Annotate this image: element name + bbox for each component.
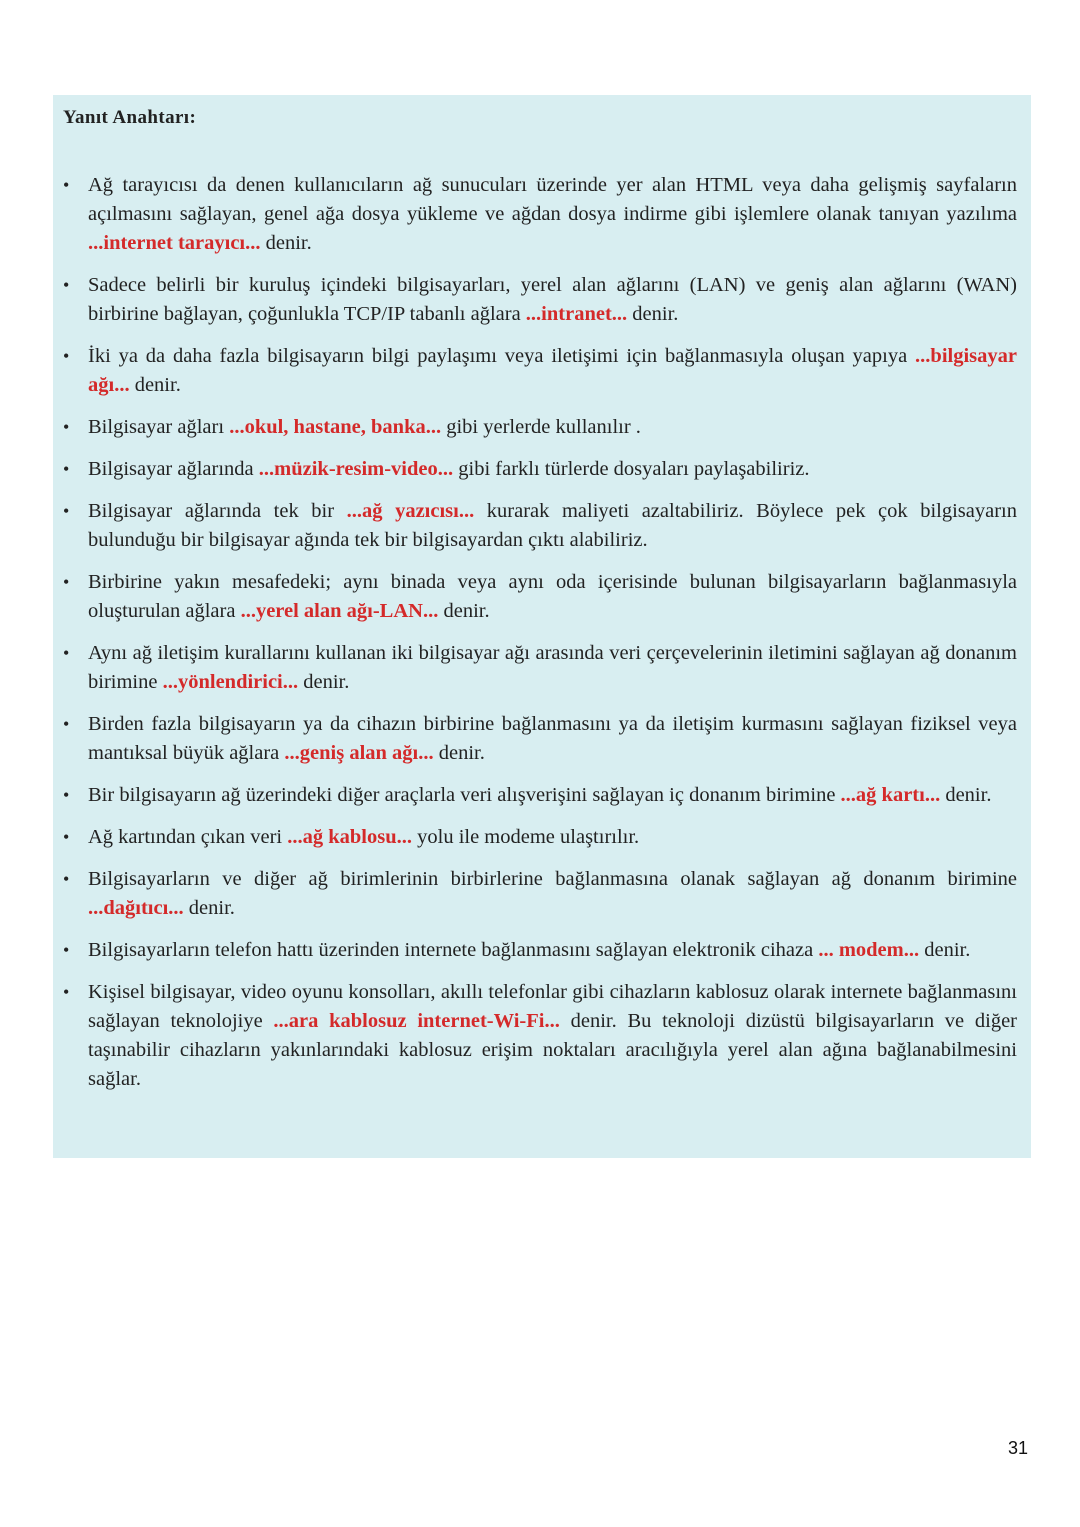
answer-item: • Birbirine yakın mesafedeki; aynı binada veya aynı oda içerisinde bulunan bilgisayarların bağlanmasıyla oluşturulan ağlara ...yerel alan ağı-LAN... denir. xyxy=(63,568,1017,626)
bullet-icon: • xyxy=(63,275,70,295)
bullet-icon: • xyxy=(63,501,70,521)
answer-key-title: Yanıt Anahtarı: xyxy=(63,107,197,128)
answer-item: • Ağ kartından çıkan veri ...ağ kablosu... yolu ile modeme ulaştırılır. xyxy=(63,823,1017,852)
answer-item: • Bilgisayarların telefon hattı üzerinden internete bağlanmasını sağlayan elektronik cihaza ... modem... denir. xyxy=(63,936,1017,965)
answer-item: • Kişisel bilgisayar, video oyunu konsolları, akıllı telefonlar gibi cihazların kablosuz olarak internete bağlanmasını sağlayan teknolojiye ...ara kablosuz internet-Wi-Fi... denir. Bu teknoloji dizüstü bilgisayarların ve diğer taşınabilir cihazların yakınlarındaki kablosuz erişim noktaları aracılığıyla yerel alan ağına bağlanabilmesini sağlar. xyxy=(63,978,1017,1094)
bullet-icon: • xyxy=(63,714,70,734)
answer-highlight: ...ağ kablosu... xyxy=(287,826,412,848)
page-number: 31 xyxy=(1007,1438,1028,1458)
answer-highlight: ...yönlendirici... xyxy=(162,671,299,693)
answer-highlight: ...dağıtıcı... xyxy=(88,897,184,919)
answer-highlight: ...yerel alan ağı-LAN... xyxy=(240,600,439,622)
answer-highlight: ...ağ yazıcısı... xyxy=(346,500,475,522)
answer-highlight: ...ağ kartı... xyxy=(840,784,941,806)
answer-item: • İki ya da daha fazla bilgisayarın bilgi paylaşımı veya iletişimi için bağlanmasıyla oluşan yapıya ...bilgisayar ağı... denir. xyxy=(63,342,1017,400)
bullet-icon: • xyxy=(63,175,70,195)
answer-highlight: ...müzik-resim-video... xyxy=(258,458,454,480)
bullet-icon: • xyxy=(63,940,70,960)
answer-highlight: ... modem... xyxy=(818,939,920,961)
answer-item: • Birden fazla bilgisayarın ya da cihazın birbirine bağlanmasını ya da iletişim kurmasını sağlayan fiziksel veya mantıksal büyük ağlara ...geniş alan ağı... denir. xyxy=(63,710,1017,768)
answer-highlight: ...bilgisayar ağı... xyxy=(88,345,1017,396)
bullet-icon: • xyxy=(63,785,70,805)
answer-key-box xyxy=(53,95,1031,1158)
bullet-icon: • xyxy=(63,417,70,437)
bullet-icon: • xyxy=(63,643,70,663)
answer-highlight: ...geniş alan ağı... xyxy=(284,742,434,764)
answer-item: • Aynı ağ iletişim kurallarını kullanan iki bilgisayar ağı arasında veri çerçevelerinin iletimini sağlayan ağ donanım birimine ...yönlendirici... denir. xyxy=(63,639,1017,697)
answer-item: • Bilgisayar ağları ...okul, hastane, banka... gibi yerlerde kullanılır . xyxy=(63,413,1017,442)
bullet-icon: • xyxy=(63,346,70,366)
answer-item: • Bilgisayar ağlarında tek bir ...ağ yazıcısı... kurarak maliyeti azaltabiliriz. Böylece pek çok bilgisayarın bulunduğu bir bilgisayar ağında tek bir bilgisayardan çıktı alabiliriz. xyxy=(63,497,1017,555)
answer-item: • Ağ tarayıcısı da denen kullanıcıların ağ sunucuları üzerinde yer alan HTML veya daha gelişmiş sayfaların açılmasını sağlayan, genel ağa dosya yükleme ve ağdan dosya indirme gibi işlemlere olanak tanıyan yazılıma ...internet tarayıcı... denir. xyxy=(63,171,1017,258)
answer-item: • Bilgisayar ağlarında ...müzik-resim-video... gibi farklı türlerde dosyaları paylaşabiliriz. xyxy=(63,455,1017,484)
answer-highlight: ...ara kablosuz internet-Wi-Fi... xyxy=(273,1010,560,1032)
bullet-icon: • xyxy=(63,827,70,847)
answer-highlight: ...intranet... xyxy=(525,303,628,325)
answer-item: • Bir bilgisayarın ağ üzerindeki diğer araçlarla veri alışverişini sağlayan iç donanım birimine ...ağ kartı... denir. xyxy=(63,781,1017,810)
answer-list xyxy=(63,171,1017,1094)
answer-highlight: ...internet tarayıcı... xyxy=(88,232,261,254)
bullet-icon: • xyxy=(63,982,70,1002)
bullet-icon: • xyxy=(63,572,70,592)
answer-highlight: ...okul, hastane, banka... xyxy=(229,416,442,438)
bullet-icon: • xyxy=(63,459,70,479)
answer-item: • Bilgisayarların ve diğer ağ birimlerinin birbirlerine bağlanmasına olanak sağlayan ağ donanım birimine ...dağıtıcı... denir. xyxy=(63,865,1017,923)
bullet-icon: • xyxy=(63,869,70,889)
answer-item: • Sadece belirli bir kuruluş içindeki bilgisayarları, yerel alan ağlarını (LAN) ve geniş alan ağlarını (WAN) birbirine bağlayan, çoğunlukla TCP/IP tabanlı ağlara ...intranet... denir. xyxy=(63,271,1017,329)
